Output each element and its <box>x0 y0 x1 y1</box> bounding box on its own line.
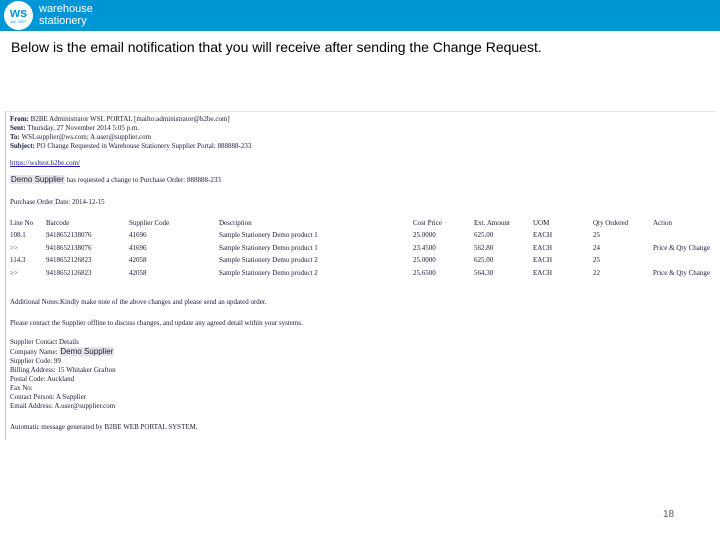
table-cell: Price & Qty Change <box>653 268 710 277</box>
table-cell: 9418652126823 <box>46 268 92 277</box>
table-header-cell: Action <box>653 219 673 227</box>
contact-instruction: Please contact the Supplier offline to discuss changes, and update any agreed detail within your systems. <box>10 319 303 327</box>
to-label: To: <box>10 133 20 141</box>
logo-subtext: est. 1997 <box>10 19 27 24</box>
order-date: Purchase Order Date: 2014-12-15 <box>10 198 105 206</box>
brand-line-2: stationery <box>39 15 87 27</box>
table-cell: 42058 <box>129 256 147 264</box>
table-cell: 25.0000 <box>413 256 436 264</box>
supplier-code-line: Supplier Code: 99 <box>10 357 61 365</box>
table-cell: 625.00 <box>474 256 494 264</box>
table-cell: 23.4500 <box>413 243 436 252</box>
company-logo <box>4 1 33 30</box>
table-cell: 9418652138076 <box>46 231 92 239</box>
table-cell: 9418652126823 <box>46 256 92 264</box>
page-number: 18 <box>663 509 675 520</box>
company-label: Company Name: <box>10 348 58 356</box>
to-value: WSLsupplier@ws.com; A.user@supplier.com <box>21 133 152 141</box>
additional-notes: Additional Notes:Kindly make note of the above changes and please send an updated order. <box>10 298 267 306</box>
postal-code-line: Postal Code: Auckland <box>10 375 75 383</box>
from-label: From: <box>10 115 29 123</box>
supplier-name-highlight: Demo Supplier <box>11 175 64 184</box>
table-cell: >> <box>10 243 18 252</box>
table-cell: 22 <box>593 268 600 277</box>
table-row <box>10 269 712 282</box>
table-cell: 25 <box>593 256 600 264</box>
order-table <box>10 219 712 281</box>
table-cell: 25.6500 <box>413 268 436 277</box>
table-cell: 562.80 <box>474 243 494 252</box>
table-cell: 42058 <box>129 268 147 277</box>
company-value-highlight: Demo Supplier <box>60 347 114 356</box>
subject-label: Subject: <box>10 142 35 150</box>
table-cell: Sample Stationery Demo product 1 <box>219 231 318 239</box>
table-cell: 114.3 <box>10 256 26 264</box>
email-from-line <box>10 115 230 124</box>
table-header-cell: Ext. Amount <box>474 219 510 227</box>
change-request-line <box>10 175 221 185</box>
header-bar <box>0 0 720 31</box>
table-row <box>10 256 712 269</box>
table-cell: 564.30 <box>474 268 494 277</box>
brand-name <box>39 3 93 27</box>
table-header-cell: Supplier Code <box>129 219 170 227</box>
fax-line: Fax No: <box>10 384 33 392</box>
billing-address-line: Billing Address: 15 Whitaker Grafton <box>10 366 116 374</box>
table-row <box>10 231 712 244</box>
table-cell: >> <box>10 268 18 277</box>
email-address-line: Email Address: A.user@supplier.com <box>10 402 116 410</box>
subject-value: PO Change Requested in Warehouse Stationery Supplier Portal: 888888-233 <box>36 142 252 150</box>
email-screenshot <box>5 111 716 440</box>
table-cell: 625.00 <box>474 231 494 239</box>
table-header-cell: Line No <box>10 219 34 227</box>
table-cell: 9418652138076 <box>46 243 92 252</box>
sent-value: Thursday, 27 November 2014 5:05 p.m. <box>27 124 140 132</box>
email-sent-line <box>10 124 139 133</box>
contact-details-title: Supplier Contact Details <box>10 338 79 346</box>
table-cell: Sample Stationery Demo product 2 <box>219 268 318 277</box>
change-request-text: has requested a change to Purchase Order: 888888-233 <box>66 176 221 184</box>
table-cell: 25.0000 <box>413 231 436 239</box>
table-cell: EACH <box>533 268 553 277</box>
from-value: B2BE Administrator WSL PORTAL [mailto:administrator@b2be.com] <box>30 115 230 123</box>
table-body <box>10 231 712 281</box>
table-cell: 108.1 <box>10 231 26 239</box>
portal-link[interactable]: https://wsltest.b2be.com/ <box>10 159 80 167</box>
table-cell: Sample Stationery Demo product 2 <box>219 256 318 264</box>
table-header-row <box>10 219 712 231</box>
table-header-cell: UOM <box>533 219 550 227</box>
table-header-cell: Description <box>219 219 252 227</box>
brand-line-1: warehouse <box>39 3 93 15</box>
table-header-cell: Cost Price <box>413 219 442 227</box>
logo-text: ws <box>9 5 28 20</box>
table-row <box>10 244 712 257</box>
table-cell: 41696 <box>129 243 147 252</box>
table-cell: Sample Stationery Demo product 1 <box>219 243 318 252</box>
contact-person-line: Contact Person: A Supplier <box>10 393 87 401</box>
table-header-cell: Barcode <box>46 219 70 227</box>
sent-label: Sent: <box>10 124 26 132</box>
email-footer: Automatic message generated by B2BE WEB PORTAL SYSTEM. <box>10 423 198 431</box>
table-cell: Price & Qty Change <box>653 243 710 252</box>
table-cell: EACH <box>533 256 553 264</box>
slide-subtitle: Below is the email notification that you will receive after sending the Change Request. <box>11 39 542 55</box>
table-cell: EACH <box>533 243 553 252</box>
email-subject-line <box>10 142 251 151</box>
table-header-cell: Qty Ordered <box>593 219 629 227</box>
table-cell: 24 <box>593 243 600 252</box>
email-to-line <box>10 133 151 142</box>
table-cell: 25 <box>593 231 600 239</box>
table-cell: 41696 <box>129 231 147 239</box>
table-cell: EACH <box>533 231 553 239</box>
company-name-line <box>10 347 114 357</box>
